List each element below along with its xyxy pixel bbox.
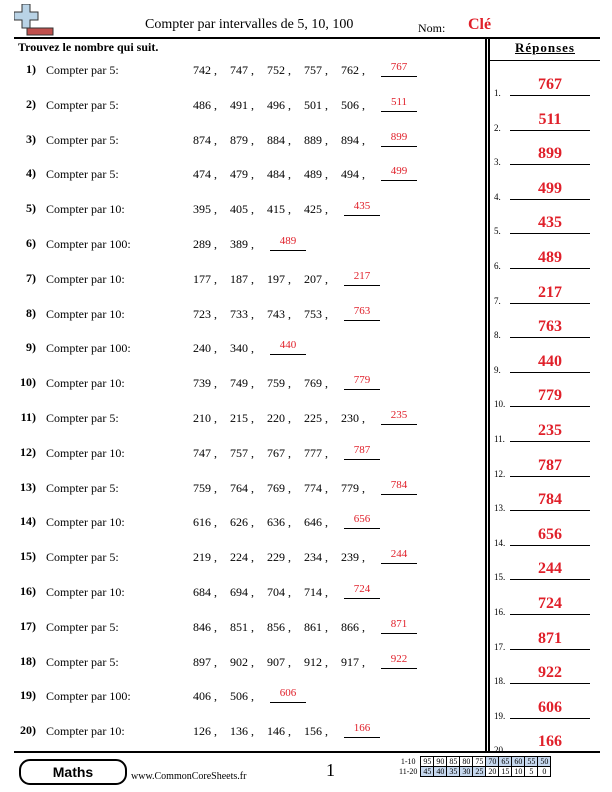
problem-label: Compter par 10: xyxy=(46,271,125,286)
sequence-number: 156 , xyxy=(304,724,328,739)
number-sequence xyxy=(193,167,417,185)
answer-blank[interactable]: 871 xyxy=(381,618,417,634)
sequence-number: 769 , xyxy=(267,480,291,495)
score-cell: 55 xyxy=(525,757,538,767)
answer-blank[interactable]: 217 xyxy=(344,270,380,286)
problem-number: 13) xyxy=(20,479,36,494)
score-cell: 0 xyxy=(538,767,551,777)
bottom-rule xyxy=(14,751,600,753)
sequence-number: 489 , xyxy=(304,167,328,182)
sequence-number: 856 , xyxy=(267,619,291,634)
problem-row xyxy=(0,166,486,202)
answer-blank[interactable]: 787 xyxy=(344,444,380,460)
sequence-number: 289 , xyxy=(193,237,217,251)
answer-key-item xyxy=(492,618,598,652)
answer-key-value: 922 xyxy=(510,664,590,684)
score-cell: 90 xyxy=(434,757,447,767)
sequence-number: 177 , xyxy=(193,271,217,286)
sequence-number: 851 , xyxy=(230,619,254,634)
answer-key-item xyxy=(492,583,598,617)
problem-row xyxy=(0,549,486,585)
sequence-number: 753 , xyxy=(304,306,328,321)
answer-key-number: 12. xyxy=(494,468,506,479)
answer-blank[interactable]: 511 xyxy=(381,96,417,112)
sequence-number: 225 , xyxy=(304,411,328,425)
sequence-number: 879 , xyxy=(230,132,254,147)
problem-number: 7) xyxy=(26,270,36,285)
answer-key-number: 11. xyxy=(494,434,505,444)
answer-key-item xyxy=(492,652,598,686)
score-cell: 85 xyxy=(447,757,460,767)
sequence-number: 395 , xyxy=(193,202,217,217)
answer-key-value: 779 xyxy=(510,387,590,407)
answer-key-item xyxy=(492,341,598,375)
problem-row xyxy=(0,688,486,724)
problem-number: 8) xyxy=(26,305,36,320)
answer-key-item xyxy=(492,479,598,513)
problem-number: 19) xyxy=(20,688,36,703)
sequence-number: 866 , xyxy=(341,619,365,634)
number-sequence xyxy=(193,95,417,116)
sequence-number: 486 , xyxy=(193,97,217,112)
sequence-number: 874 , xyxy=(193,132,217,147)
score-cell: 30 xyxy=(460,767,473,777)
sequence-number: 704 , xyxy=(267,585,291,599)
answer-key-item xyxy=(492,202,598,236)
answer-key-item xyxy=(492,237,598,271)
sequence-number: 224 , xyxy=(230,550,254,565)
problem-label: Compter par 5: xyxy=(46,132,119,147)
problem-label: Compter par 5: xyxy=(46,480,119,495)
problem-number: 1) xyxy=(26,62,36,76)
sequence-number: 752 , xyxy=(267,63,291,77)
sequence-number: 425 , xyxy=(304,202,328,217)
problem-number: 10) xyxy=(20,375,36,390)
answer-key-value: 767 xyxy=(510,76,590,96)
problem-number: 3) xyxy=(26,131,36,146)
sequence-number: 757 , xyxy=(304,63,328,77)
number-sequence xyxy=(193,550,417,568)
problem-row xyxy=(0,723,486,759)
sequence-number: 479 , xyxy=(230,167,254,182)
answer-key-item xyxy=(492,306,598,340)
score-cell: 35 xyxy=(447,767,460,777)
answer-key-number: 16. xyxy=(494,607,506,617)
answer-key-number: 19. xyxy=(494,710,506,721)
sequence-number: 846 , xyxy=(193,619,217,634)
problem-number: 15) xyxy=(20,549,36,564)
problem-label: Compter par 5: xyxy=(46,654,119,669)
score-cell: 75 xyxy=(473,757,486,767)
score-cell: 5 xyxy=(525,767,538,777)
problem-label: Compter par 10: xyxy=(46,306,125,321)
sequence-number: 239 , xyxy=(341,550,365,565)
answer-blank[interactable]: 899 xyxy=(381,131,417,147)
score-table xyxy=(397,756,551,777)
sequence-number: 210 , xyxy=(193,411,217,425)
answer-blank[interactable]: 499 xyxy=(381,165,417,181)
answer-key-number: 18. xyxy=(494,676,506,687)
answer-key-value: 440 xyxy=(510,353,590,373)
plus-logo-icon xyxy=(14,4,56,36)
answer-key-item xyxy=(492,548,598,582)
problem-label: Compter par 5: xyxy=(46,411,119,425)
sequence-number: 912 , xyxy=(304,654,328,669)
sequence-number: 779 , xyxy=(341,480,365,495)
number-sequence xyxy=(193,443,380,464)
answer-key-number: 3. xyxy=(494,157,501,168)
answer-blank[interactable]: 922 xyxy=(381,653,417,669)
number-sequence xyxy=(193,585,380,603)
answer-key-item xyxy=(492,99,598,133)
number-sequence xyxy=(193,478,417,499)
sequence-number: 759 , xyxy=(267,376,291,391)
score-cell: 80 xyxy=(460,757,473,767)
problem-row xyxy=(0,584,486,620)
score-cell: 65 xyxy=(499,757,512,767)
answer-key-number: 6. xyxy=(494,261,501,271)
answer-key-value: 899 xyxy=(510,145,590,165)
answer-key-number: 10. xyxy=(494,399,506,410)
website-link[interactable]: www.CommonCoreSheets.fr xyxy=(131,771,247,782)
answer-key-number: 9. xyxy=(494,364,501,375)
sequence-number: 340 , xyxy=(230,341,254,356)
number-sequence xyxy=(193,617,417,638)
answer-key-value: 244 xyxy=(510,560,590,580)
problem-label: Compter par 10: xyxy=(46,724,125,739)
problem-label: Compter par 10: xyxy=(46,202,125,217)
answer-key-value: 435 xyxy=(510,214,590,234)
number-sequence xyxy=(193,724,380,742)
number-sequence xyxy=(193,689,306,707)
subject-badge: Maths xyxy=(19,759,127,785)
answer-key-item xyxy=(492,514,598,548)
sequence-number: 234 , xyxy=(304,550,328,565)
sequence-number: 506 , xyxy=(341,97,365,112)
score-range-label: 1-10 xyxy=(400,757,416,766)
sequence-number: 762 , xyxy=(341,63,365,77)
problem-label: Compter par 5: xyxy=(46,63,119,77)
problem-label: Compter par 5: xyxy=(46,97,119,112)
sequence-number: 126 , xyxy=(193,724,217,739)
sequence-number: 496 , xyxy=(267,97,291,112)
problem-row xyxy=(0,97,486,133)
problem-label: Compter par 5: xyxy=(46,167,119,182)
problem-row xyxy=(0,340,486,376)
sequence-number: 136 , xyxy=(230,724,254,739)
sequence-number: 187 , xyxy=(230,271,254,286)
sequence-number: 406 , xyxy=(193,689,217,704)
answer-key-number: 7. xyxy=(494,295,501,306)
sequence-number: 501 , xyxy=(304,97,328,112)
answer-key-value: 871 xyxy=(510,630,590,650)
answer-key-number: 1. xyxy=(494,88,501,98)
problem-number: 17) xyxy=(20,618,36,633)
answer-key-number: 2. xyxy=(494,122,501,133)
problem-row xyxy=(0,271,486,307)
number-sequence xyxy=(193,341,306,359)
answer-key-item xyxy=(492,64,598,98)
sequence-number: 714 , xyxy=(304,585,328,599)
answer-key-item xyxy=(492,133,598,167)
answer-key-value: 784 xyxy=(510,491,590,511)
number-sequence xyxy=(193,411,417,429)
sequence-number: 902 , xyxy=(230,654,254,669)
answer-key-value: 511 xyxy=(510,111,590,131)
problem-row xyxy=(0,201,486,237)
sequence-number: 494 , xyxy=(341,167,365,182)
problem-row xyxy=(0,132,486,168)
score-cell: 25 xyxy=(473,767,486,777)
answer-column-divider-inner xyxy=(488,37,490,751)
answer-blank[interactable]: 767 xyxy=(381,61,417,77)
page-number: 1 xyxy=(326,760,335,780)
answer-key-number: 14. xyxy=(494,537,506,548)
score-cell: 10 xyxy=(512,767,525,777)
answer-key-value: 235 xyxy=(510,422,590,442)
sequence-number: 907 , xyxy=(267,654,291,669)
problem-number: 2) xyxy=(26,96,36,111)
sequence-number: 146 , xyxy=(267,724,291,739)
score-range-label: 11-20 xyxy=(399,767,418,776)
answer-key-number: 5. xyxy=(494,226,501,237)
answer-blank[interactable]: 244 xyxy=(381,548,417,564)
answer-key-value: 656 xyxy=(510,526,590,546)
problem-label: Compter par 5: xyxy=(46,619,119,634)
answer-key-value: 166 xyxy=(510,733,590,753)
problem-number: 11) xyxy=(20,410,36,424)
number-sequence xyxy=(193,376,380,394)
sequence-number: 889 , xyxy=(304,132,328,147)
score-cell: 95 xyxy=(421,757,434,767)
problem-row xyxy=(0,410,486,446)
problem-number: 6) xyxy=(26,236,36,250)
sequence-number: 197 , xyxy=(267,271,291,286)
number-sequence xyxy=(193,652,417,673)
answer-blank[interactable]: 656 xyxy=(344,513,380,529)
sequence-number: 759 , xyxy=(193,480,217,495)
problem-row xyxy=(0,306,486,342)
score-cell: 50 xyxy=(538,757,551,767)
score-cell: 70 xyxy=(486,757,499,767)
answer-key-value: 787 xyxy=(510,457,590,477)
page-title: Compter par intervalles de 5, 10, 100 xyxy=(145,17,354,32)
sequence-number: 749 , xyxy=(230,376,254,391)
sequence-number: 769 , xyxy=(304,376,328,391)
problem-row xyxy=(0,62,486,98)
sequence-number: 646 , xyxy=(304,515,328,530)
answer-key-number: 15. xyxy=(494,572,506,583)
answer-key-number: 8. xyxy=(494,330,501,341)
problem-row xyxy=(0,480,486,516)
answer-blank[interactable]: 606 xyxy=(270,687,306,703)
answer-blank[interactable]: 435 xyxy=(344,200,380,216)
number-sequence xyxy=(193,515,380,533)
sequence-number: 861 , xyxy=(304,619,328,634)
score-row xyxy=(397,767,551,777)
answer-key-number: 17. xyxy=(494,641,506,652)
problem-label: Compter par 10: xyxy=(46,376,125,391)
instructions: Trouvez le nombre qui suit. xyxy=(18,40,159,54)
sequence-number: 636 , xyxy=(267,515,291,530)
problem-number: 9) xyxy=(26,340,36,355)
answer-key-item xyxy=(492,687,598,721)
sequence-number: 229 , xyxy=(267,550,291,565)
sequence-number: 739 , xyxy=(193,376,217,391)
sequence-number: 220 , xyxy=(267,411,291,425)
number-sequence xyxy=(193,269,380,290)
answer-key-value: 489 xyxy=(510,249,590,269)
problem-row xyxy=(0,375,486,411)
sequence-number: 774 , xyxy=(304,480,328,495)
answer-blank[interactable]: 779 xyxy=(344,374,380,390)
problem-label: Compter par 10: xyxy=(46,445,125,460)
answer-blank[interactable]: 166 xyxy=(344,722,380,738)
problem-row xyxy=(0,654,486,690)
sequence-number: 733 , xyxy=(230,306,254,321)
answer-key-number: 13. xyxy=(494,503,506,514)
sequence-number: 491 , xyxy=(230,97,254,112)
sequence-number: 506 , xyxy=(230,689,254,704)
answer-blank[interactable]: 763 xyxy=(344,305,380,321)
sequence-number: 897 , xyxy=(193,654,217,669)
number-sequence xyxy=(193,63,417,81)
answer-blank[interactable]: 235 xyxy=(381,409,417,425)
top-rule xyxy=(14,37,600,39)
answer-key-value: 499 xyxy=(510,180,590,200)
sequence-number: 415 , xyxy=(267,202,291,217)
sequence-number: 884 , xyxy=(267,132,291,147)
sequence-number: 207 , xyxy=(304,271,328,286)
answer-key-value: 724 xyxy=(510,595,590,615)
name-value: Clé xyxy=(468,16,492,33)
score-row xyxy=(397,757,551,767)
score-cell: 45 xyxy=(421,767,434,777)
number-sequence xyxy=(193,130,417,151)
problem-row xyxy=(0,619,486,655)
sequence-number: 917 , xyxy=(341,654,365,669)
problem-label: Compter par 100: xyxy=(46,689,131,704)
problem-number: 5) xyxy=(26,201,36,216)
answer-key-number: 4. xyxy=(494,191,501,202)
sequence-number: 230 , xyxy=(341,411,365,425)
problem-number: 20) xyxy=(20,723,36,738)
answer-blank[interactable]: 784 xyxy=(381,479,417,495)
answer-key-item xyxy=(492,272,598,306)
sequence-number: 616 , xyxy=(193,515,217,530)
problem-number: 12) xyxy=(20,444,36,459)
name-label: Nom: xyxy=(418,21,446,35)
sequence-number: 777 , xyxy=(304,445,328,460)
sequence-number: 894 , xyxy=(341,132,365,147)
sequence-number: 219 , xyxy=(193,550,217,565)
sequence-number: 747 , xyxy=(193,445,217,460)
sequence-number: 215 , xyxy=(230,411,254,425)
sequence-number: 723 , xyxy=(193,306,217,321)
problem-number: 4) xyxy=(26,166,36,181)
sequence-number: 757 , xyxy=(230,445,254,460)
sequence-number: 484 , xyxy=(267,167,291,182)
sequence-number: 694 , xyxy=(230,585,254,599)
problem-number: 18) xyxy=(20,653,36,668)
problem-label: Compter par 100: xyxy=(46,341,131,356)
answer-key-value: 763 xyxy=(510,318,590,338)
sequence-number: 474 , xyxy=(193,167,217,182)
sequence-number: 626 , xyxy=(230,515,254,530)
problem-row xyxy=(0,514,486,550)
sequence-number: 743 , xyxy=(267,306,291,321)
number-sequence xyxy=(193,237,306,255)
answer-key-item xyxy=(492,168,598,202)
answers-heading-rule xyxy=(490,60,600,61)
problem-number: 14) xyxy=(20,514,36,529)
sequence-number: 747 , xyxy=(230,63,254,77)
answer-key-value: 606 xyxy=(510,699,590,719)
answer-key-item xyxy=(492,375,598,409)
sequence-number: 240 , xyxy=(193,341,217,356)
score-cell: 15 xyxy=(499,767,512,777)
problem-row xyxy=(0,445,486,481)
sequence-number: 684 , xyxy=(193,585,217,599)
sequence-number: 405 , xyxy=(230,202,254,217)
answer-blank[interactable]: 724 xyxy=(344,583,380,599)
answer-blank[interactable]: 489 xyxy=(270,235,306,251)
answers-heading: Réponses xyxy=(514,40,575,55)
sequence-number: 742 , xyxy=(193,63,217,77)
sequence-number: 764 , xyxy=(230,480,254,495)
problem-label: Compter par 100: xyxy=(46,237,131,251)
number-sequence xyxy=(193,202,380,220)
sequence-number: 389 , xyxy=(230,237,254,251)
problem-label: Compter par 10: xyxy=(46,515,125,530)
answer-key-item xyxy=(492,410,598,444)
answer-blank[interactable]: 440 xyxy=(270,339,306,355)
score-cell: 60 xyxy=(512,757,525,767)
problem-number: 16) xyxy=(20,584,36,598)
score-cell: 20 xyxy=(486,767,499,777)
score-cell: 40 xyxy=(434,767,447,777)
answer-key-item xyxy=(492,445,598,479)
answer-key-value: 217 xyxy=(510,284,590,304)
sequence-number: 767 , xyxy=(267,445,291,460)
number-sequence xyxy=(193,304,380,325)
problem-label: Compter par 5: xyxy=(46,550,119,565)
problem-row xyxy=(0,236,486,272)
problem-label: Compter par 10: xyxy=(46,585,125,599)
